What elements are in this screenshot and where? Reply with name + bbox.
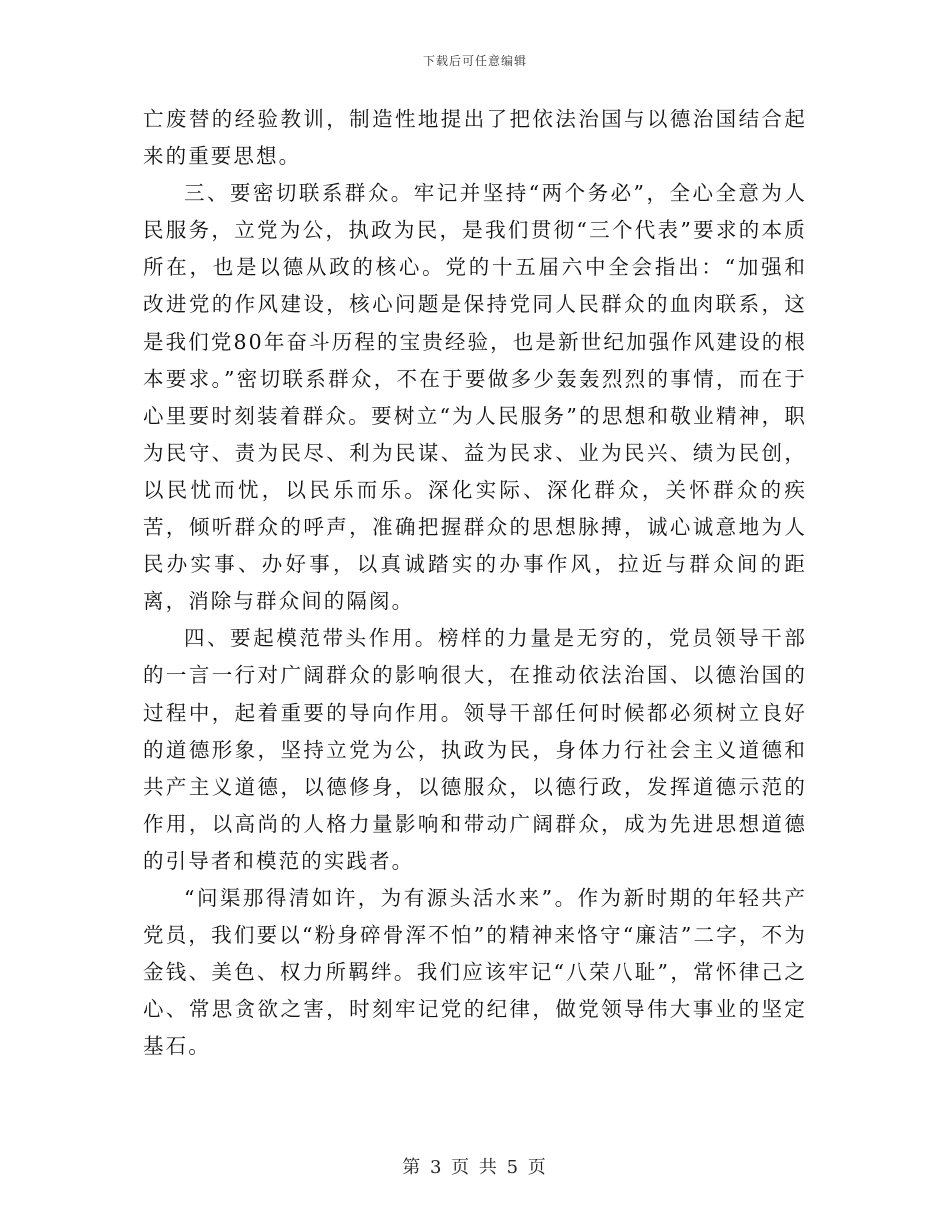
document-body — [143, 101, 807, 1065]
paragraph-closing: “问渠那得清如许，为有源头活水来”。作为新时期的年轻共产党员，我们要以“粉身碎骨浑不怕”的精神来恪守“廉洁”二字，不为金钱、美色、权力所羁绊。我们应该牢记“八荣八耻”，常怀律己之心、常思贪欲之害，时刻牢记党的纪律，做党领导伟大事业的坚定基石。 — [143, 885, 807, 1059]
paragraph-continuation: 亡废替的经验教训，制造性地提出了把依法治国与以德治国结合起来的重要思想。 — [143, 107, 807, 169]
page-header: 下载后可任意编辑 — [422, 54, 527, 68]
paragraph-section-three: 三、要密切联系群众。牢记并坚持“两个务必”，全心全意为人民服务，立党为公，执政为民，是我们贯彻“三个代表”要求的本质所在，也是以德从政的核心。党的十五届六中全会指出：“加强和改进党的作风建设，核心问题是保持党同人民群众的血肉联系，这是我们党80年奋斗历程的宝贵经验，也是新世纪加强作风建设的根本要求。”密切联系群众，不在于要做多少轰轰烈烈的事情，而在于心里要时刻装着群众。要树立“为人民服务”的思想和敬业精神，职为民守、责为民尽、利为民谋、益为民求、业为民兴、绩为民创，以民忧而忧，以民乐而乐。深化实际、深化群众，关怀群众的疾苦，倾听群众的呼声，准确把握群众的思想脉搏，诚心诚意地为人民办实事、办好事，以真诚踏实的办事作风，拉近与群众间的距离，消除与群众间的隔阂。 — [143, 181, 807, 614]
paragraph-section-four: 四、要起模范带头作用。榜样的力量是无穷的，党员领导干部的一言一行对广阔群众的影响很大，在推动依法治国、以德治国的过程中，起着重要的导向作用。领导干部任何时候都必须树立良好的道德形象，坚持立党为公，执政为民，身体力行社会主义道德和共产主义道德，以德修身，以德服众，以德行政，发挥道德示范的作用，以高尚的人格力量影响和带动广阔群众，成为先进思想道德的引导者和模范的实践者。 — [143, 626, 807, 873]
page-footer: 第 3 页 共 5 页 — [402, 1157, 548, 1178]
